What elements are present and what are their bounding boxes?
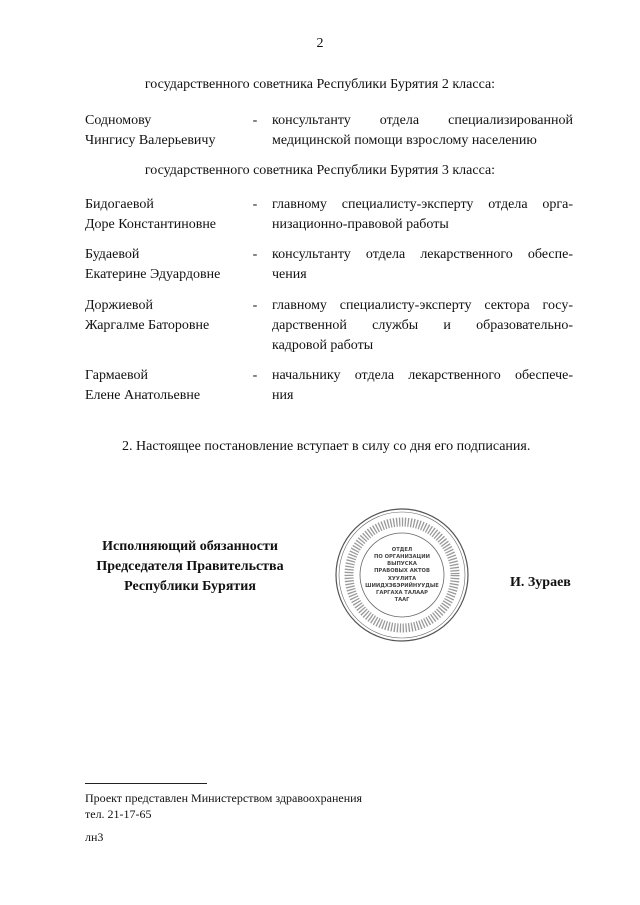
- seal-line: ПРАВОВЫХ АКТОВ: [374, 568, 430, 574]
- dash-separator: -: [252, 368, 258, 383]
- seal-line: ТААГ: [394, 597, 410, 603]
- signatory-name: И. Зураев: [510, 575, 571, 590]
- dash-separator: -: [252, 247, 258, 262]
- page-number: 2: [316, 36, 324, 51]
- employee-position: главному специалисту-эксперту отдела орга- низационно-правовой работы: [272, 197, 573, 232]
- seal-line: ХУУЛИТА: [387, 576, 417, 582]
- document-code: лн3: [85, 830, 104, 844]
- signatory-title: Исполняющий обязанности Председателя Правительства Республики Бурятия: [96, 539, 284, 594]
- seal-line: ОТДЕЛ: [391, 547, 413, 553]
- employee-position: главному специалисту-эксперту сектора госу- дарственной службы и образовательно- кадровой работы: [272, 298, 573, 353]
- employee-name: Содномову Чингису Валерьевичу: [85, 113, 216, 148]
- employee-position: консультанту отдела специализированной медицинской помощи взрослому населению: [272, 113, 573, 148]
- employee-position: начальнику отдела лекарственного обеспече- ния: [272, 368, 573, 403]
- dash-separator: -: [252, 298, 258, 313]
- employee-name: Бидогаевой Доре Константиновне: [85, 197, 217, 232]
- dash-separator: -: [252, 197, 258, 212]
- footnote: Проект представлен Министерством здравоохранения тел. 21-17-65: [85, 791, 363, 821]
- footnote-divider: [85, 783, 207, 784]
- employee-name: Доржиевой Жаргалме Баторовне: [85, 298, 210, 333]
- employee-name: Будаевой Екатерине Эдуардовне: [85, 247, 221, 282]
- seal-line: ШИИДХЭБЭРИЙНУУДЫЕ: [365, 583, 439, 589]
- clause-2: 2. Настоящее постановление вступает в силу со дня его подписания.: [122, 439, 531, 454]
- dash-separator: -: [252, 113, 258, 128]
- official-seal: [334, 507, 470, 643]
- seal-line: ПО ОРГАНИЗАЦИИ: [374, 554, 430, 560]
- employee-name: Гармаевой Елене Анатольевне: [85, 368, 201, 403]
- employee-position: консультанту отдела лекарственного обеспе- чения: [272, 247, 573, 282]
- section-title-class-2: государственного советника Республики Бурятия 2 класса:: [144, 77, 496, 92]
- seal-line: ГАРГАХА ТАЛААР: [376, 590, 428, 596]
- seal-line: ВЫПУСКА: [387, 561, 417, 567]
- section-title-class-3: государственного советника Республики Бурятия 3 класса:: [144, 163, 496, 178]
